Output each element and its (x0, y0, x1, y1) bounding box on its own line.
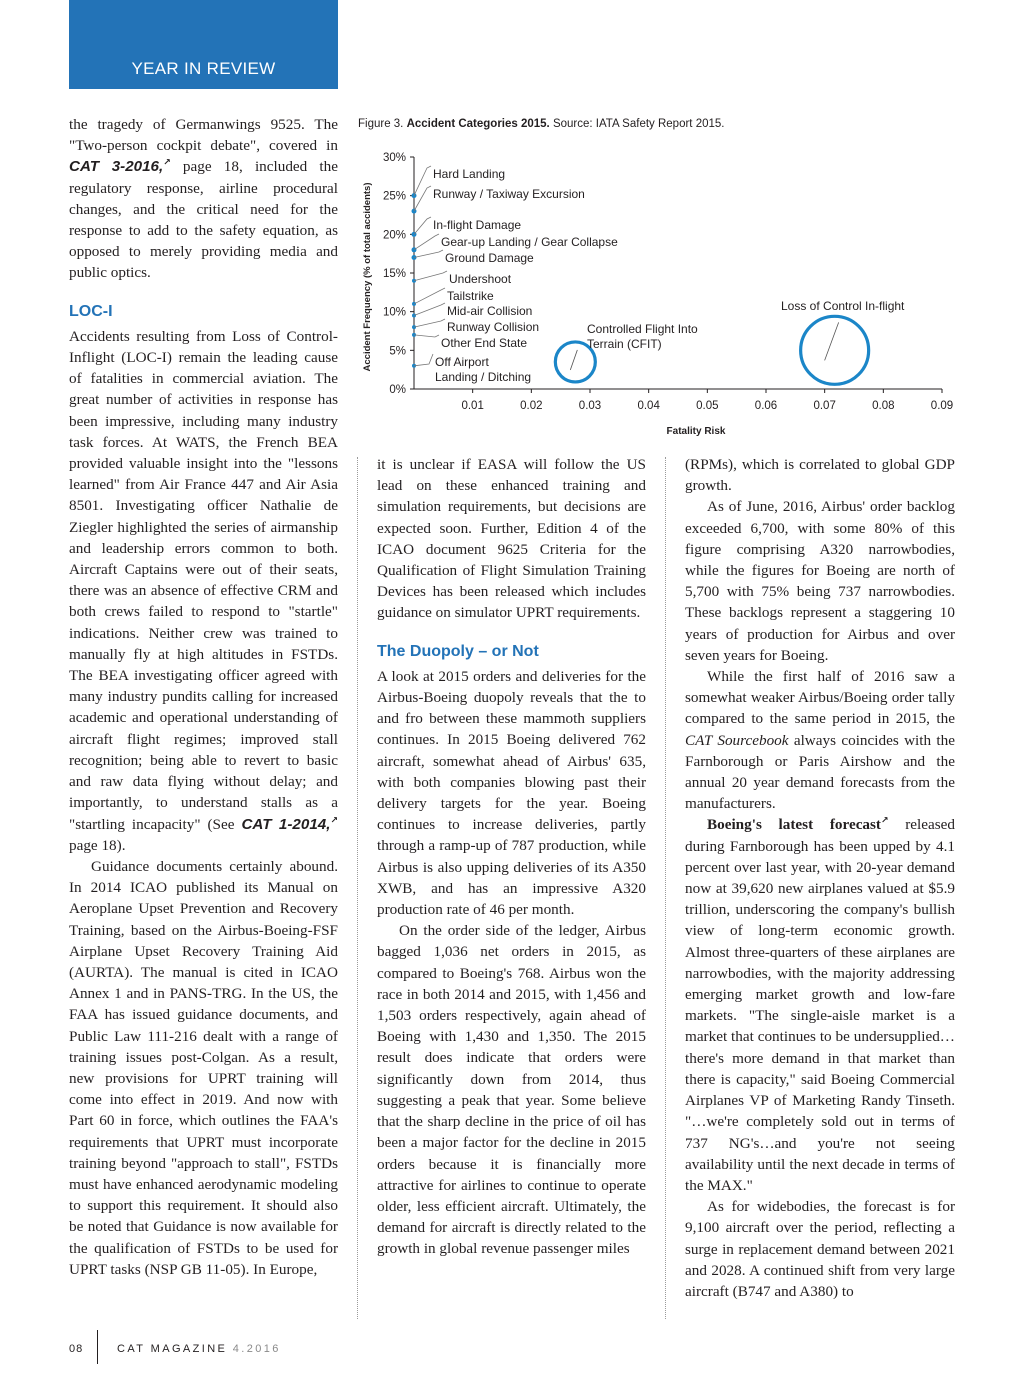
external-link-icon: ↗ (163, 158, 171, 169)
paragraph: the tragedy of Germanwings 9525. The "Two-person cockpit debate", covered in CAT 3-2016,↗ page 18, included the regulatory response, airline procedural changes, and the critical need for the response to add to the safety equation, as opposed to merely providing media and public optics. (69, 116, 338, 282)
paragraph: it is unclear if EASA will follow the US lead on these enhanced training and simulation requirements, but decisions are expected soon. Further, Edition 4 of the ICAO document 9625 Criteria for the Qualification of Flight Simulation Training Devices has been released which includes guidance on simulator UPRT requirements. (377, 456, 646, 622)
y-axis-label: Accident Frequency (% of total accidents) (362, 182, 373, 372)
leader-line (414, 335, 439, 337)
paragraph: On the order side of the ledger, Airbus bagged 1,036 net orders in 2015, as compared to Boeing's 768. Airbus won the race in both 2014 and 2015, with 1,456 and 1,503 orders respectively, again ahead of Boeing with 1,430 and 1,350. The 2015 result does indicate that orders were significantly down from 2014, thus suggesting a peak that year. Some believe that the sharp decline in the price of oil has been a major factor for the decline in 2015 orders because it is financially more attractive for airlines to continue to operate older, less efficient aircraft. Ultimately, the demand for aircraft is directly related to the growth in global revenue passenger miles (377, 922, 646, 1258)
point-label: Runway / Taxiway Excursion (433, 187, 585, 201)
footer-divider (97, 1330, 98, 1364)
x-tick-label: 0.09 (930, 400, 954, 412)
leader-line (414, 271, 447, 281)
page-number: 08 (69, 1343, 84, 1355)
column-divider (665, 457, 666, 1319)
issue-reference-link[interactable]: CAT 1-2014, (241, 815, 331, 833)
point-label: Other End State (441, 336, 528, 350)
issue-reference-link[interactable]: CAT 3-2016, (69, 158, 164, 176)
leader-line (414, 217, 431, 234)
sourcebook-title: CAT Sourcebook (685, 731, 789, 749)
point-label: Gear-up Landing / Gear Collapse (441, 235, 618, 249)
leader-line (570, 350, 577, 370)
leader-line (825, 322, 839, 360)
data-point (412, 302, 416, 306)
point-label: Undershoot (449, 272, 512, 286)
point-label: Mid-air Collision (447, 304, 533, 318)
external-link-icon: ↗ (330, 815, 338, 826)
leader-line (414, 234, 439, 250)
y-tick-label: 5% (389, 345, 406, 358)
point-label: Controlled Flight Into (587, 322, 698, 336)
magazine-name: CAT MAGAZINE 4.2016 (117, 1343, 281, 1355)
x-tick-label: 0.04 (637, 400, 660, 412)
point-label: Runway Collision (447, 320, 540, 334)
x-tick-label: 0.01 (461, 400, 484, 412)
point-label: Landing / Ditching (435, 370, 532, 384)
y-tick-label: 30% (382, 152, 406, 164)
figure-accident-categories (355, 112, 975, 442)
boeing-forecast-link[interactable]: Boeing's latest forecast (707, 816, 881, 834)
paragraph: Boeing's latest forecast↗ released during Farnborough has been upped by 4.1 percent over last year, with 20-year demand now at 39,620 new airplanes valued at $5.9 trillion, underscoring the company's bullish view of long-term economic growth. Almost three-quarters of these airplanes are narrowbodies, with the majority addressing emerging market growth and low-fare markets. "The single-aisle market is a market that continues to be undersupplied…there's more demand in that market than there is capacity," said Boeing Commercial Airplanes VP of Marketing Randy Tinseth. "…we're completely sold out in terms of 737 NG's…and you're not seeing availability until the next decade in terms of the MAX." (685, 816, 955, 1194)
y-tick-label: 20% (382, 229, 406, 242)
leader-line (414, 354, 433, 366)
scatter-chart (355, 112, 975, 442)
paragraph: (RPMs), which is correlated to global GDP growth. (685, 456, 955, 495)
y-tick-label: 10% (382, 306, 406, 319)
y-tick-label: 15% (382, 268, 406, 280)
leader-line (414, 288, 445, 304)
figure-caption: Figure 3. Accident Categories 2015. Source: IATA Safety Report 2015. (358, 118, 725, 130)
paragraph: Accidents resulting from Loss of Control-Inflight (LOC-I) remain the leading cause of fatalities in commercial aviation. The great number of activities in response has been impressive, including many industry task forces. At WATS, the French BEA provided valuable insight into the "lessons learned" from Air France 447 and Air Asia 8501. Investigating officer Nathalie de Ziegler highlighted the series of airmanship and leadership errors common to both. Aircraft Captains were out of their seats, there was an absence of effective CRM and both crews failed to respond to "startle" indications. Neither crew was trained to manually fly at high altitudes in FSTDs. The BEA investigating officer agreed with many industry pundits calling for increased academic and operational understanding of aircraft flight regimes; improved stall recognition; being able to revert to basic and raw data flying without delay; and importantly, to understand stalls as a "startling incapacity" (See CAT 1-2014,↗ page 18). (69, 327, 338, 854)
y-tick-label: 25% (382, 190, 406, 203)
article-column-3 (685, 454, 955, 1302)
leader-line (414, 319, 445, 327)
paragraph: While the first half of 2016 saw a somewhat weaker Airbus/Boeing order tally compared to the same period in 2015, the CAT Sourcebook always coincides with the Farnborough or Paris Airshow and the annual 20 year demand forecasts from the manufacturers. (685, 668, 955, 813)
x-axis-label: Fatality Risk (666, 426, 726, 437)
issue-number: 4.2016 (232, 1343, 281, 1355)
paragraph: As for widebodies, the forecast is for 9,100 aircraft over the period, reflecting a surge in replacement demand between 2021 and 2028. A continued shift from very large aircraft (B747 and A380) to (685, 1198, 955, 1300)
data-point-bubble (801, 316, 869, 384)
point-label: Hard Landing (433, 167, 506, 181)
point-label: Off Airport (435, 355, 489, 369)
paragraph: As of June, 2016, Airbus' order backlog exceeded 6,700, with some 80% of this figure comprising A320 narrowbodies, while the figures for Boeing are north of 5,700 with 75% being 737 narrowbodies. These backlogs represent a staggering 10 years of production for Airbus and over seven years for Boeing. (685, 498, 955, 664)
point-label: In-flight Damage (433, 218, 522, 232)
section-heading-duopoly: The Duopoly – or Not (377, 642, 539, 660)
point-label: Tailstrike (447, 289, 494, 303)
paragraph: A look at 2015 orders and deliveries for the Airbus-Boeing duopoly reveals that the to and fro between these mammoth suppliers continues. In 2015 Boeing delivered 762 aircraft, somewhat ahead of Airbus' 635, with both companies blowing past their delivery targets for the year. Boeing continues to increase deliveries, partly through a ramp-up of 787 production, while Airbus is also upping deliveries of its A350 XWB, and has an impressive A320 production rate of 46 per month. (377, 667, 646, 919)
y-tick-label: 0% (389, 384, 406, 396)
article-column-1 (69, 114, 338, 1280)
external-link-icon: ↗ (881, 816, 889, 827)
x-tick-label: 0.05 (696, 400, 719, 412)
column-divider (357, 457, 358, 1319)
article-column-2 (377, 454, 646, 1260)
point-label: Loss of Control In-flight (781, 299, 905, 313)
x-tick-label: 0.02 (520, 400, 543, 412)
section-banner (69, 0, 338, 89)
x-tick-label: 0.07 (813, 400, 836, 412)
x-tick-label: 0.03 (578, 400, 602, 412)
section-heading-loc-i: LOC-I (69, 302, 113, 320)
section-title: YEAR IN REVIEW (131, 59, 276, 78)
x-tick-label: 0.06 (754, 400, 778, 412)
leader-line (414, 303, 445, 316)
leader-line (414, 250, 443, 258)
x-tick-label: 0.08 (872, 400, 895, 412)
point-label: Ground Damage (445, 251, 534, 265)
paragraph: Guidance documents certainly abound. In 2014 ICAO published its Manual on Aeroplane Upset Prevention and Recovery Training, based on the Airbus-Boeing-FSF Airplane Upset Recovery Training Aid (AURTA). The manual is cited in ICAO Annex 1 and in PANS-TRG. In the US, the FAA has issued guidance documents, and Public Law 111-216 dealt with a range of training issues post-Colgan. As a result, new provisions for UPRT training will come into effect in 2019. And now with Part 60 in force, which outlines the FAA's requirements that UPRT must incorporate training beyond "approach to stall", FSTDs must have enhanced aerodynamic modeling to support this requirement. It should also be noted that Guidance is now available for the qualification of FSTDs to be used for UPRT tasks (NSP GB 11-05). In Europe, (69, 857, 338, 1278)
leader-line (414, 166, 431, 196)
point-label: Terrain (CFIT) (587, 337, 662, 351)
